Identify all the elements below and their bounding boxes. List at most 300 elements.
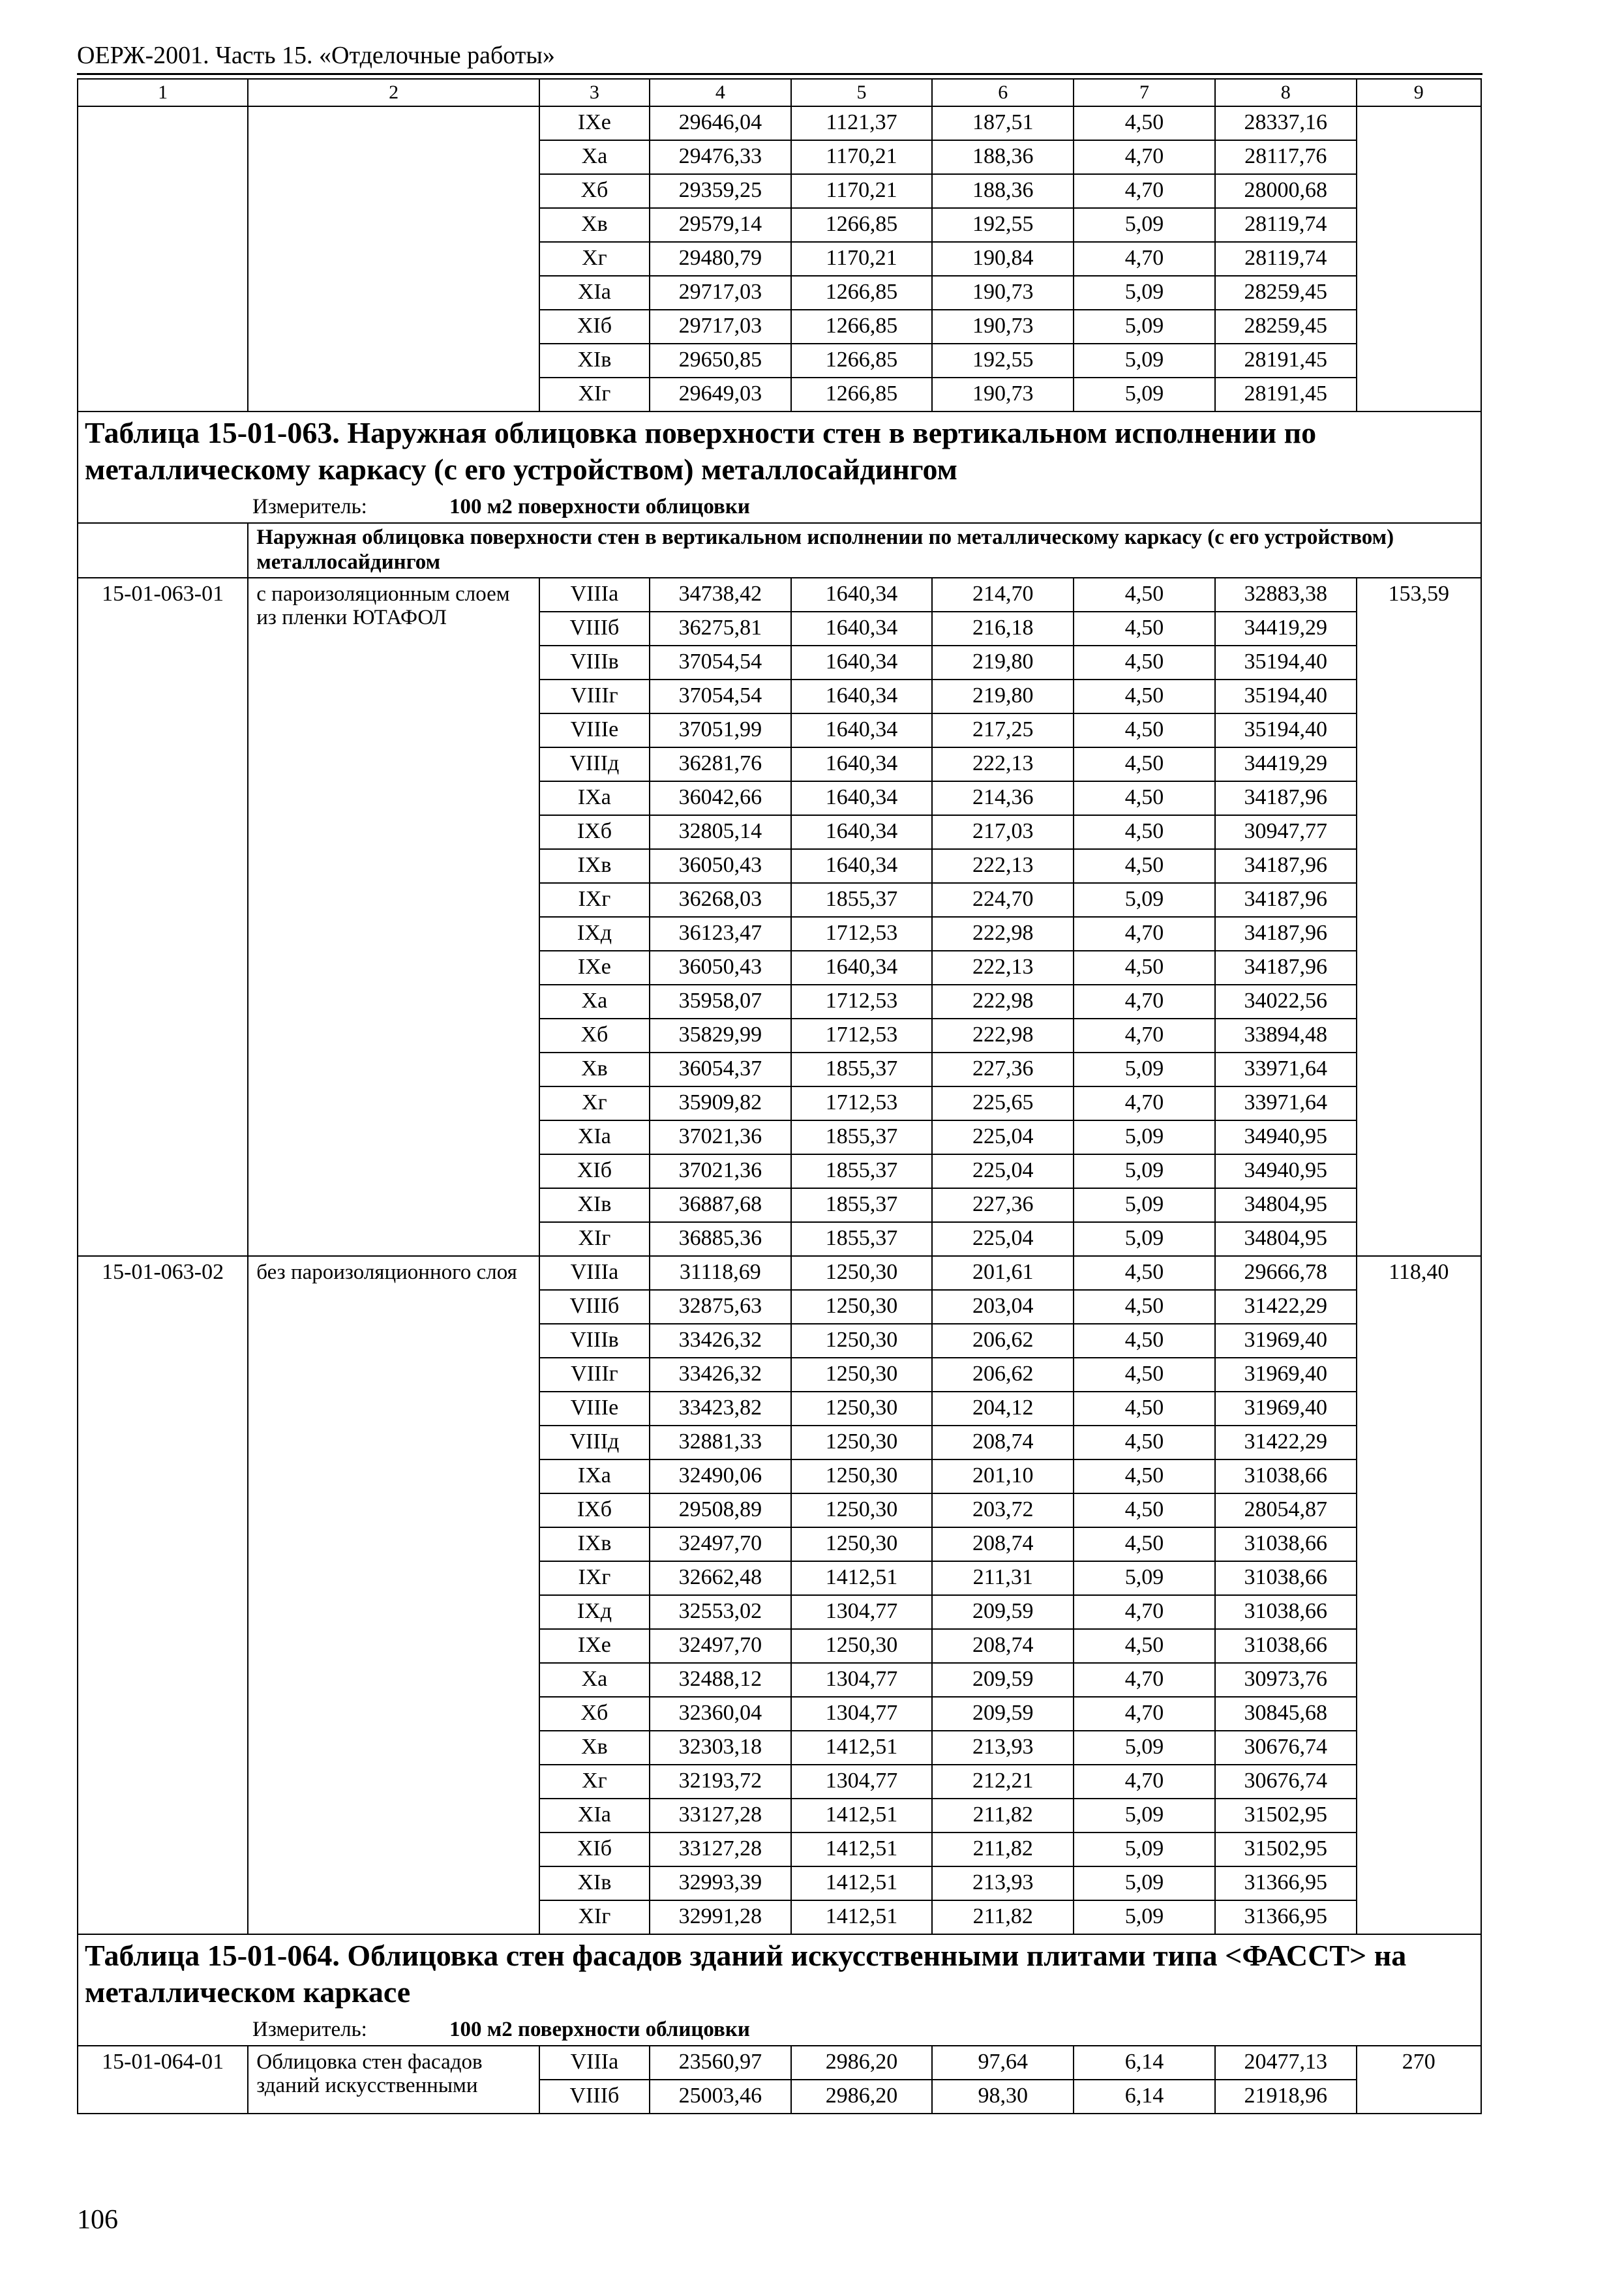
rate-name: с пароизоляционным слоем из пленки ЮТАФОЛ bbox=[248, 578, 539, 1256]
value-cell: 35958,07 bbox=[650, 985, 791, 1019]
value-cell: 1855,37 bbox=[791, 1120, 933, 1154]
zone-cell: Xг bbox=[539, 242, 650, 276]
value-cell: 1250,30 bbox=[791, 1256, 933, 1290]
value-cell: 1855,37 bbox=[791, 883, 933, 917]
rate-code: 15-01-063-01 bbox=[78, 578, 248, 1256]
subheading-row bbox=[78, 523, 1481, 578]
value-cell: 227,36 bbox=[932, 1053, 1074, 1086]
value-cell: 1640,34 bbox=[791, 578, 933, 612]
value-cell: 222,13 bbox=[932, 747, 1074, 781]
value-cell: 1712,53 bbox=[791, 1019, 933, 1053]
measure-label: Измеритель: bbox=[252, 495, 367, 518]
value-cell: 209,59 bbox=[932, 1595, 1074, 1629]
value-cell: 1855,37 bbox=[791, 1188, 933, 1222]
subheading-empty bbox=[78, 523, 248, 578]
value-cell: 1412,51 bbox=[791, 1799, 933, 1833]
value-cell: 4,70 bbox=[1074, 985, 1215, 1019]
zone-cell: XIa bbox=[539, 1799, 650, 1833]
value-cell: 32488,12 bbox=[650, 1663, 791, 1697]
value-cell: 1266,85 bbox=[791, 276, 933, 310]
value-cell: 1250,30 bbox=[791, 1426, 933, 1459]
zone-cell: VIIIд bbox=[539, 747, 650, 781]
value-cell: 1640,34 bbox=[791, 747, 933, 781]
value-cell: 227,36 bbox=[932, 1188, 1074, 1222]
value-cell: 1170,21 bbox=[791, 174, 933, 208]
value-cell: 6,14 bbox=[1074, 2046, 1215, 2080]
value-cell: 29476,33 bbox=[650, 140, 791, 174]
value-cell: 187,51 bbox=[932, 106, 1074, 140]
value-cell: 32303,18 bbox=[650, 1731, 791, 1765]
value-cell: 29717,03 bbox=[650, 310, 791, 344]
measure-row bbox=[78, 2014, 1481, 2046]
value-cell: 219,80 bbox=[932, 646, 1074, 680]
value-cell: 1640,34 bbox=[791, 849, 933, 883]
value-cell: 33971,64 bbox=[1215, 1053, 1357, 1086]
zone-cell: XIг bbox=[539, 378, 650, 411]
column-number: 7 bbox=[1074, 79, 1215, 106]
name-cell-empty bbox=[248, 106, 539, 411]
value-cell: 28337,16 bbox=[1215, 106, 1357, 140]
value-cell: 1304,77 bbox=[791, 1663, 933, 1697]
zone-cell: IXв bbox=[539, 849, 650, 883]
column-number: 9 bbox=[1357, 79, 1481, 106]
value-cell: 34187,96 bbox=[1215, 849, 1357, 883]
value-cell: 32875,63 bbox=[650, 1290, 791, 1324]
value-cell: 31969,40 bbox=[1215, 1324, 1357, 1358]
value-cell: 33127,28 bbox=[650, 1833, 791, 1866]
value-cell: 5,09 bbox=[1074, 344, 1215, 378]
value-cell: 28000,68 bbox=[1215, 174, 1357, 208]
value-cell: 1170,21 bbox=[791, 140, 933, 174]
value-cell: 5,09 bbox=[1074, 1833, 1215, 1866]
value-cell: 36275,81 bbox=[650, 612, 791, 646]
measure-value: 100 м2 поверхности облицовки bbox=[449, 2018, 750, 2041]
zone-cell: VIIIa bbox=[539, 2046, 650, 2080]
value-cell: 34804,95 bbox=[1215, 1222, 1357, 1256]
zone-cell: IXд bbox=[539, 917, 650, 951]
value-cell: 1250,30 bbox=[791, 1493, 933, 1527]
measure-label: Измеритель: bbox=[252, 2018, 367, 2041]
value-cell: 208,74 bbox=[932, 1527, 1074, 1561]
value-cell: 4,70 bbox=[1074, 1765, 1215, 1799]
value-cell: 36042,66 bbox=[650, 781, 791, 815]
value-cell: 225,04 bbox=[932, 1154, 1074, 1188]
value-cell: 190,73 bbox=[932, 276, 1074, 310]
column-number: 6 bbox=[932, 79, 1074, 106]
value-cell: 34419,29 bbox=[1215, 747, 1357, 781]
zone-cell: IXд bbox=[539, 1595, 650, 1629]
value-cell: 203,72 bbox=[932, 1493, 1074, 1527]
value-cell: 37054,54 bbox=[650, 646, 791, 680]
zone-cell: Xг bbox=[539, 1086, 650, 1120]
value-cell: 36050,43 bbox=[650, 849, 791, 883]
value-cell: 4,50 bbox=[1074, 1358, 1215, 1392]
value-cell: 5,09 bbox=[1074, 1154, 1215, 1188]
value-cell: 212,21 bbox=[932, 1765, 1074, 1799]
value-cell: 1304,77 bbox=[791, 1697, 933, 1731]
zone-cell: XIa bbox=[539, 1120, 650, 1154]
value-cell: 29508,89 bbox=[650, 1493, 791, 1527]
value-cell: 31118,69 bbox=[650, 1256, 791, 1290]
value-cell: 37021,36 bbox=[650, 1154, 791, 1188]
value-cell: 1640,34 bbox=[791, 612, 933, 646]
value-cell: 1304,77 bbox=[791, 1765, 933, 1799]
column-number: 5 bbox=[791, 79, 933, 106]
page-header: ОЕРЖ-2001. Часть 15. «Отделочные работы» bbox=[77, 42, 555, 69]
value-cell: 4,50 bbox=[1074, 106, 1215, 140]
zone-cell: XIв bbox=[539, 1866, 650, 1900]
value-cell: 97,64 bbox=[932, 2046, 1074, 2080]
value-cell: 4,50 bbox=[1074, 1629, 1215, 1663]
value-cell: 192,55 bbox=[932, 208, 1074, 242]
zone-cell: XIг bbox=[539, 1900, 650, 1934]
value-cell: 4,50 bbox=[1074, 1290, 1215, 1324]
column-number-row bbox=[78, 79, 1481, 106]
value-cell: 1266,85 bbox=[791, 378, 933, 411]
value-cell: 4,50 bbox=[1074, 1256, 1215, 1290]
value-cell: 31366,95 bbox=[1215, 1900, 1357, 1934]
value-cell: 32805,14 bbox=[650, 815, 791, 849]
value-cell: 4,50 bbox=[1074, 1527, 1215, 1561]
header-rule bbox=[77, 73, 1482, 75]
value-cell: 1250,30 bbox=[791, 1392, 933, 1426]
col9-value: 153,59 bbox=[1357, 578, 1481, 1256]
zone-cell: Xa bbox=[539, 140, 650, 174]
value-cell: 36887,68 bbox=[650, 1188, 791, 1222]
value-cell: 33127,28 bbox=[650, 1799, 791, 1833]
zone-cell: VIIIв bbox=[539, 1324, 650, 1358]
value-cell: 211,82 bbox=[932, 1833, 1074, 1866]
value-cell: 1640,34 bbox=[791, 781, 933, 815]
value-cell: 1640,34 bbox=[791, 815, 933, 849]
value-cell: 4,50 bbox=[1074, 849, 1215, 883]
value-cell: 6,14 bbox=[1074, 2080, 1215, 2114]
value-cell: 31422,29 bbox=[1215, 1290, 1357, 1324]
zone-cell: XIг bbox=[539, 1222, 650, 1256]
value-cell: 4,70 bbox=[1074, 1019, 1215, 1053]
value-cell: 35909,82 bbox=[650, 1086, 791, 1120]
value-cell: 5,09 bbox=[1074, 276, 1215, 310]
value-cell: 31969,40 bbox=[1215, 1392, 1357, 1426]
value-cell: 208,74 bbox=[932, 1426, 1074, 1459]
value-cell: 217,03 bbox=[932, 815, 1074, 849]
value-cell: 1250,30 bbox=[791, 1358, 933, 1392]
zone-cell: Xa bbox=[539, 1663, 650, 1697]
value-cell: 36054,37 bbox=[650, 1053, 791, 1086]
value-cell: 31038,66 bbox=[1215, 1595, 1357, 1629]
value-cell: 29359,25 bbox=[650, 174, 791, 208]
value-cell: 4,70 bbox=[1074, 917, 1215, 951]
value-cell: 31502,95 bbox=[1215, 1833, 1357, 1866]
value-cell: 28117,76 bbox=[1215, 140, 1357, 174]
value-cell: 29646,04 bbox=[650, 106, 791, 140]
value-cell: 32193,72 bbox=[650, 1765, 791, 1799]
value-cell: 201,61 bbox=[932, 1256, 1074, 1290]
value-cell: 1640,34 bbox=[791, 713, 933, 747]
value-cell: 1250,30 bbox=[791, 1459, 933, 1493]
value-cell: 33426,32 bbox=[650, 1358, 791, 1392]
zone-cell: Xв bbox=[539, 1053, 650, 1086]
zone-cell: IXe bbox=[539, 1629, 650, 1663]
zone-cell: IXe bbox=[539, 106, 650, 140]
value-cell: 4,50 bbox=[1074, 1324, 1215, 1358]
value-cell: 31969,40 bbox=[1215, 1358, 1357, 1392]
measure-value: 100 м2 поверхности облицовки bbox=[449, 495, 750, 518]
value-cell: 1640,34 bbox=[791, 646, 933, 680]
rates-table-body bbox=[78, 79, 1481, 2114]
zone-cell: IXв bbox=[539, 1527, 650, 1561]
zone-cell: XIв bbox=[539, 344, 650, 378]
value-cell: 190,73 bbox=[932, 310, 1074, 344]
value-cell: 33894,48 bbox=[1215, 1019, 1357, 1053]
value-cell: 204,12 bbox=[932, 1392, 1074, 1426]
zone-cell: IXa bbox=[539, 1459, 650, 1493]
value-cell: 4,50 bbox=[1074, 1493, 1215, 1527]
value-cell: 31038,66 bbox=[1215, 1561, 1357, 1595]
value-cell: 203,04 bbox=[932, 1290, 1074, 1324]
value-cell: 190,84 bbox=[932, 242, 1074, 276]
value-cell: 98,30 bbox=[932, 2080, 1074, 2114]
column-number: 2 bbox=[248, 79, 539, 106]
value-cell: 192,55 bbox=[932, 344, 1074, 378]
value-cell: 1250,30 bbox=[791, 1290, 933, 1324]
value-cell: 5,09 bbox=[1074, 1799, 1215, 1833]
zone-cell: XIв bbox=[539, 1188, 650, 1222]
value-cell: 30947,77 bbox=[1215, 815, 1357, 849]
column-number: 8 bbox=[1215, 79, 1357, 106]
value-cell: 31502,95 bbox=[1215, 1799, 1357, 1833]
value-cell: 211,31 bbox=[932, 1561, 1074, 1595]
value-cell: 31038,66 bbox=[1215, 1527, 1357, 1561]
value-cell: 4,70 bbox=[1074, 1697, 1215, 1731]
value-cell: 1412,51 bbox=[791, 1833, 933, 1866]
value-cell: 28259,45 bbox=[1215, 310, 1357, 344]
table-row bbox=[78, 1256, 1481, 1290]
value-cell: 35194,40 bbox=[1215, 680, 1357, 713]
zone-cell: IXб bbox=[539, 815, 650, 849]
value-cell: 4,50 bbox=[1074, 612, 1215, 646]
zone-cell: VIIIд bbox=[539, 1426, 650, 1459]
value-cell: 209,59 bbox=[932, 1697, 1074, 1731]
value-cell: 222,13 bbox=[932, 849, 1074, 883]
value-cell: 5,09 bbox=[1074, 1866, 1215, 1900]
table-title-row bbox=[78, 411, 1481, 492]
value-cell: 188,36 bbox=[932, 140, 1074, 174]
value-cell: 36123,47 bbox=[650, 917, 791, 951]
value-cell: 28191,45 bbox=[1215, 344, 1357, 378]
value-cell: 32497,70 bbox=[650, 1527, 791, 1561]
value-cell: 31038,66 bbox=[1215, 1629, 1357, 1663]
rate-name: Облицовка стен фасадов зданий искусственными bbox=[248, 2046, 539, 2114]
zone-cell: Xб bbox=[539, 174, 650, 208]
value-cell: 4,50 bbox=[1074, 1459, 1215, 1493]
value-cell: 31422,29 bbox=[1215, 1426, 1357, 1459]
value-cell: 30676,74 bbox=[1215, 1765, 1357, 1799]
zone-cell: VIIIв bbox=[539, 646, 650, 680]
zone-cell: IXa bbox=[539, 781, 650, 815]
value-cell: 5,09 bbox=[1074, 1900, 1215, 1934]
value-cell: 1712,53 bbox=[791, 1086, 933, 1120]
zone-cell: Xб bbox=[539, 1697, 650, 1731]
value-cell: 1266,85 bbox=[791, 310, 933, 344]
zone-cell: XIa bbox=[539, 276, 650, 310]
value-cell: 34187,96 bbox=[1215, 951, 1357, 985]
value-cell: 28119,74 bbox=[1215, 208, 1357, 242]
value-cell: 36281,76 bbox=[650, 747, 791, 781]
value-cell: 1304,77 bbox=[791, 1595, 933, 1629]
value-cell: 1640,34 bbox=[791, 951, 933, 985]
value-cell: 28119,74 bbox=[1215, 242, 1357, 276]
zone-cell: VIIIe bbox=[539, 1392, 650, 1426]
value-cell: 36050,43 bbox=[650, 951, 791, 985]
value-cell: 5,09 bbox=[1074, 1731, 1215, 1765]
value-cell: 32553,02 bbox=[650, 1595, 791, 1629]
col9-value: 118,40 bbox=[1357, 1256, 1481, 1934]
value-cell: 36268,03 bbox=[650, 883, 791, 917]
zone-cell: Xб bbox=[539, 1019, 650, 1053]
value-cell: 1121,37 bbox=[791, 106, 933, 140]
value-cell: 213,93 bbox=[932, 1866, 1074, 1900]
column-number: 4 bbox=[650, 79, 791, 106]
value-cell: 217,25 bbox=[932, 713, 1074, 747]
rate-name: без пароизоляционного слоя bbox=[248, 1256, 539, 1934]
zone-cell: Xв bbox=[539, 1731, 650, 1765]
value-cell: 1412,51 bbox=[791, 1900, 933, 1934]
value-cell: 214,70 bbox=[932, 578, 1074, 612]
value-cell: 33426,32 bbox=[650, 1324, 791, 1358]
zone-cell: VIIIб bbox=[539, 2080, 650, 2114]
value-cell: 5,09 bbox=[1074, 1120, 1215, 1154]
value-cell: 34022,56 bbox=[1215, 985, 1357, 1019]
table-title-row bbox=[78, 1934, 1481, 2014]
value-cell: 225,04 bbox=[932, 1120, 1074, 1154]
value-cell: 35194,40 bbox=[1215, 713, 1357, 747]
subheading: Наружная облицовка поверхности стен в вертикальном исполнении по металлическому каркасу (с его устройством) металлосайдингом bbox=[248, 523, 1481, 578]
value-cell: 222,98 bbox=[932, 985, 1074, 1019]
value-cell: 4,70 bbox=[1074, 1086, 1215, 1120]
value-cell: 28054,87 bbox=[1215, 1493, 1357, 1527]
zone-cell: IXe bbox=[539, 951, 650, 985]
value-cell: 30845,68 bbox=[1215, 1697, 1357, 1731]
value-cell: 34187,96 bbox=[1215, 883, 1357, 917]
value-cell: 222,98 bbox=[932, 1019, 1074, 1053]
zone-cell: XIб bbox=[539, 1154, 650, 1188]
value-cell: 1250,30 bbox=[791, 1527, 933, 1561]
value-cell: 37054,54 bbox=[650, 680, 791, 713]
value-cell: 219,80 bbox=[932, 680, 1074, 713]
value-cell: 1412,51 bbox=[791, 1731, 933, 1765]
value-cell: 1712,53 bbox=[791, 985, 933, 1019]
value-cell: 5,09 bbox=[1074, 1188, 1215, 1222]
zone-cell: Xв bbox=[539, 208, 650, 242]
value-cell: 31038,66 bbox=[1215, 1459, 1357, 1493]
value-cell: 5,09 bbox=[1074, 208, 1215, 242]
column-number: 1 bbox=[78, 79, 248, 106]
table-row bbox=[78, 578, 1481, 612]
zone-cell: IXг bbox=[539, 1561, 650, 1595]
rate-code: 15-01-063-02 bbox=[78, 1256, 248, 1934]
value-cell: 37051,99 bbox=[650, 713, 791, 747]
value-cell: 4,50 bbox=[1074, 680, 1215, 713]
value-cell: 1412,51 bbox=[791, 1561, 933, 1595]
value-cell: 32497,70 bbox=[650, 1629, 791, 1663]
rate-code: 15-01-064-01 bbox=[78, 2046, 248, 2114]
value-cell: 209,59 bbox=[932, 1663, 1074, 1697]
table-title: Таблица 15-01-064. Облицовка стен фасадов зданий искусственными плитами типа <ФАССТ> на металлическом каркасе bbox=[78, 1934, 1481, 2014]
value-cell: 29650,85 bbox=[650, 344, 791, 378]
value-cell: 1266,85 bbox=[791, 208, 933, 242]
table-row bbox=[78, 2046, 1481, 2080]
value-cell: 28259,45 bbox=[1215, 276, 1357, 310]
value-cell: 29666,78 bbox=[1215, 1256, 1357, 1290]
value-cell: 25003,46 bbox=[650, 2080, 791, 2114]
zone-cell: VIIIa bbox=[539, 578, 650, 612]
value-cell: 34940,95 bbox=[1215, 1120, 1357, 1154]
zone-cell: Xг bbox=[539, 1765, 650, 1799]
value-cell: 34738,42 bbox=[650, 578, 791, 612]
value-cell: 5,09 bbox=[1074, 1561, 1215, 1595]
value-cell: 4,50 bbox=[1074, 815, 1215, 849]
value-cell: 4,50 bbox=[1074, 646, 1215, 680]
value-cell: 2986,20 bbox=[791, 2080, 933, 2114]
table-title: Таблица 15-01-063. Наружная облицовка поверхности стен в вертикальном исполнении по металлическому каркасу (с его устройством) металлосайдингом bbox=[78, 411, 1481, 492]
value-cell: 1712,53 bbox=[791, 917, 933, 951]
zone-cell: XIб bbox=[539, 1833, 650, 1866]
value-cell: 34187,96 bbox=[1215, 781, 1357, 815]
value-cell: 4,50 bbox=[1074, 781, 1215, 815]
value-cell: 32360,04 bbox=[650, 1697, 791, 1731]
value-cell: 32662,48 bbox=[650, 1561, 791, 1595]
value-cell: 4,50 bbox=[1074, 1392, 1215, 1426]
column-number: 3 bbox=[539, 79, 650, 106]
code-cell-empty bbox=[78, 106, 248, 411]
value-cell: 36885,36 bbox=[650, 1222, 791, 1256]
value-cell: 4,50 bbox=[1074, 1426, 1215, 1459]
value-cell: 32881,33 bbox=[650, 1426, 791, 1459]
zone-cell: VIIIa bbox=[539, 1256, 650, 1290]
zone-cell: VIIIг bbox=[539, 680, 650, 713]
value-cell: 4,70 bbox=[1074, 242, 1215, 276]
value-cell: 34187,96 bbox=[1215, 917, 1357, 951]
value-cell: 222,98 bbox=[932, 917, 1074, 951]
value-cell: 2986,20 bbox=[791, 2046, 933, 2080]
value-cell: 32490,06 bbox=[650, 1459, 791, 1493]
measure-cell bbox=[78, 492, 1481, 523]
value-cell: 21918,96 bbox=[1215, 2080, 1357, 2114]
value-cell: 30973,76 bbox=[1215, 1663, 1357, 1697]
value-cell: 206,62 bbox=[932, 1324, 1074, 1358]
value-cell: 29579,14 bbox=[650, 208, 791, 242]
value-cell: 20477,13 bbox=[1215, 2046, 1357, 2080]
value-cell: 34804,95 bbox=[1215, 1188, 1357, 1222]
value-cell: 35194,40 bbox=[1215, 646, 1357, 680]
value-cell: 1250,30 bbox=[791, 1629, 933, 1663]
zone-cell: IXб bbox=[539, 1493, 650, 1527]
rates-table bbox=[77, 78, 1482, 2114]
value-cell: 190,73 bbox=[932, 378, 1074, 411]
value-cell: 31366,95 bbox=[1215, 1866, 1357, 1900]
value-cell: 29717,03 bbox=[650, 276, 791, 310]
value-cell: 1170,21 bbox=[791, 242, 933, 276]
value-cell: 1855,37 bbox=[791, 1222, 933, 1256]
value-cell: 32883,38 bbox=[1215, 578, 1357, 612]
value-cell: 34940,95 bbox=[1215, 1154, 1357, 1188]
zone-cell: VIIIб bbox=[539, 1290, 650, 1324]
zone-cell: IXг bbox=[539, 883, 650, 917]
value-cell: 213,93 bbox=[932, 1731, 1074, 1765]
value-cell: 208,74 bbox=[932, 1629, 1074, 1663]
value-cell: 224,70 bbox=[932, 883, 1074, 917]
